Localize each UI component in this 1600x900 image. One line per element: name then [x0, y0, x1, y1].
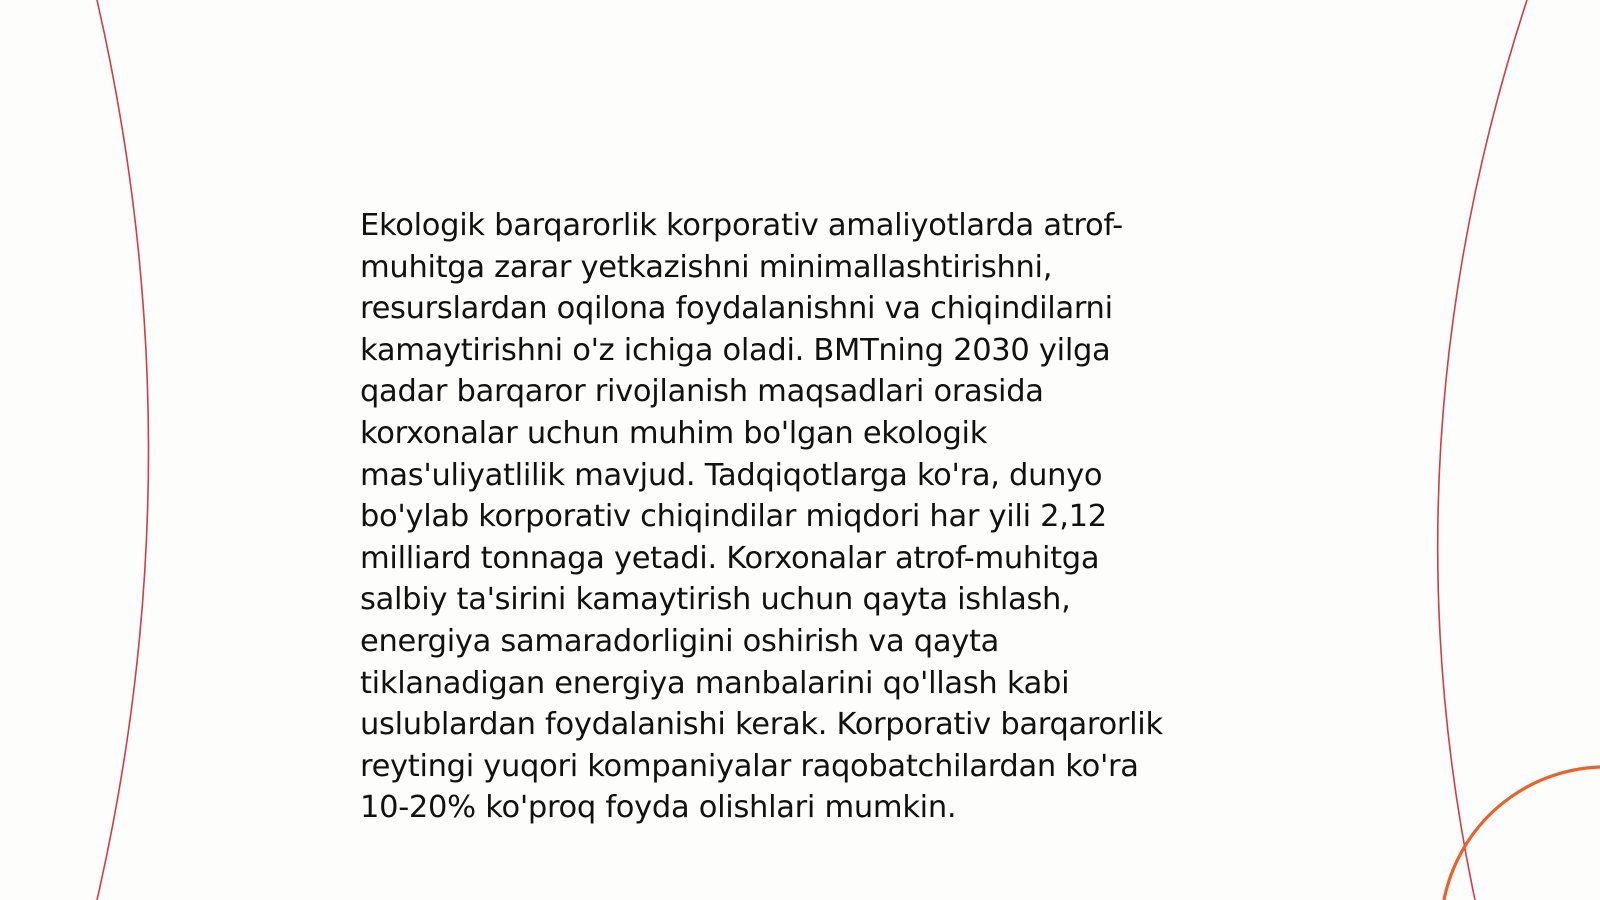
body-paragraph	[360, 205, 1260, 829]
right-curve-line	[1438, 0, 1527, 900]
paragraph-line: uslublardan foydalanishi kerak. Korporativ barqarorlik	[360, 707, 1163, 743]
paragraph-line: mas'uliyatlilik mavjud. Tadqiqotlarga ko'ra, dunyo	[360, 457, 1103, 493]
left-curve-line	[97, 0, 149, 900]
paragraph-line: reytingi yuqori kompaniyalar raqobatchilardan ko'ra	[360, 748, 1139, 784]
paragraph-line: kamaytirishni o'z ichiga oladi. BMTning 2030 yilga	[360, 332, 1111, 368]
paragraph-line: korxonalar uchun muhim bo'lgan ekologik	[360, 415, 988, 451]
paragraph-line: Ekologik barqarorlik korporativ amaliyotlarda atrof-	[360, 208, 1123, 243]
paragraph-line: salbiy ta'sirini kamaytirish uchun qayta ishlash,	[360, 582, 1071, 618]
orange-arc	[1444, 767, 1600, 900]
paragraph-line: tiklanadigan energiya manbalarini qo'llash kabi	[360, 665, 1070, 701]
paragraph-line: resurslardan oqilona foydalanishni va chiqindilarni	[360, 291, 1113, 327]
paragraph-line: bo'ylab korporativ chiqindilar miqdori har yili 2,12	[360, 499, 1107, 535]
paragraph-line: milliard tonnaga yetadi. Korxonalar atrof-muhitga	[360, 540, 1100, 576]
paragraph-line: qadar barqaror rivojlanish maqsadlari orasida	[360, 374, 1044, 410]
paragraph-line: 10-20% ko'proq foyda olishlari mumkin.	[360, 790, 957, 826]
paragraph-line: energiya samaradorligini oshirish va qayta	[360, 623, 1000, 659]
paragraph-line: muhitga zarar yetkazishni minimallashtirishni,	[360, 249, 1053, 285]
